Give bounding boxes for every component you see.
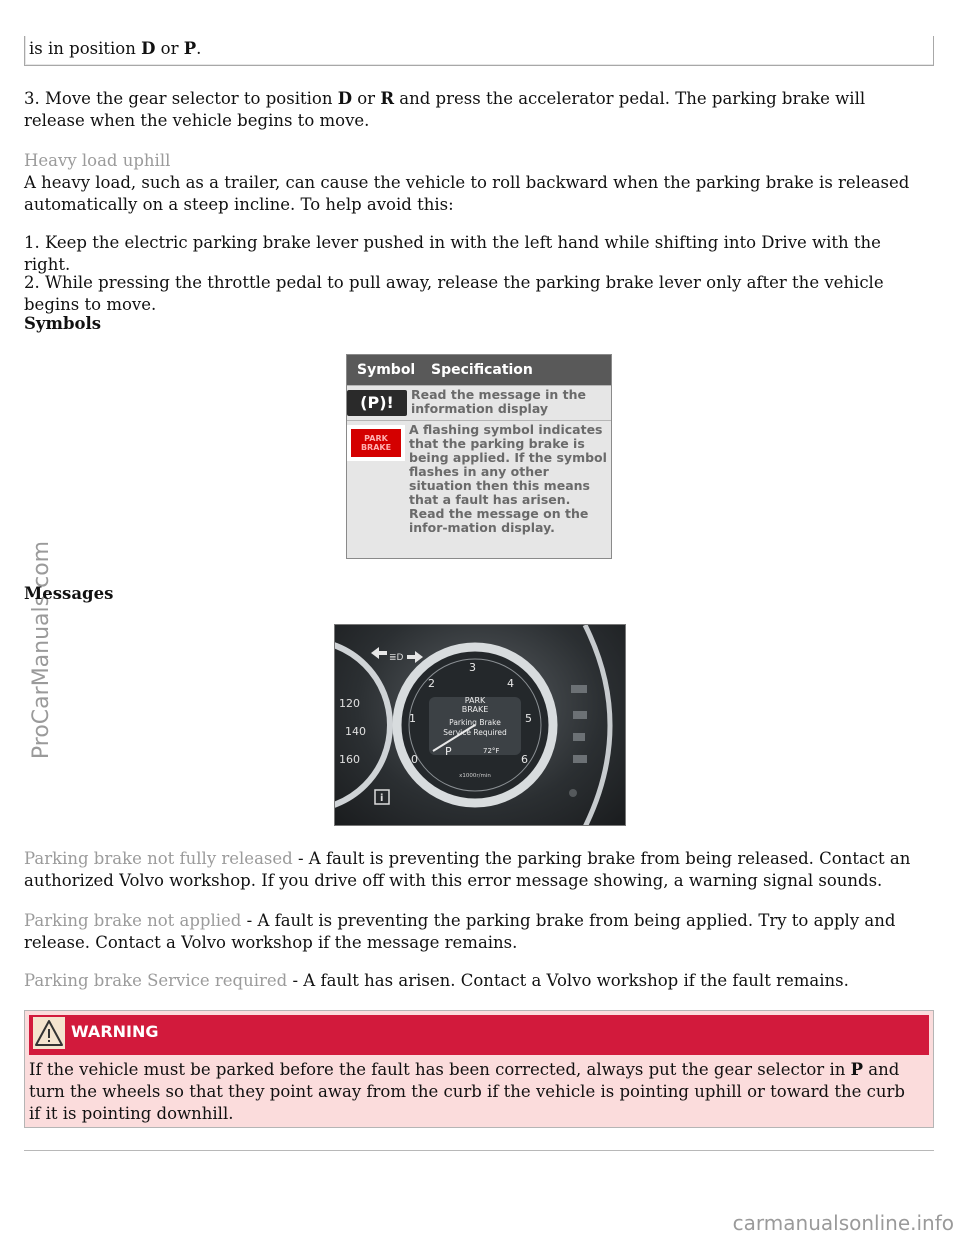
message-item <box>24 970 929 992</box>
message-item <box>24 848 929 892</box>
warning-triangle-graphic <box>33 1017 65 1049</box>
heavy-load-section <box>24 150 929 216</box>
rpm-label: 5 <box>525 712 532 725</box>
warning-triangle-icon <box>33 1017 65 1049</box>
warning-title: WARNING <box>71 1022 159 1041</box>
watermark-text: ProCarManuals.com <box>29 540 54 760</box>
indicator-icon <box>573 755 587 763</box>
row-specification: A flashing symbol indicates that the parking brake is being applied. If the symbol flashes in any other situation then this means that a fault has arisen. Read the message on the infor-mation display. <box>409 422 607 535</box>
col-specification: Specification <box>431 362 533 378</box>
indicator-icon <box>573 711 587 719</box>
indicator-icon <box>573 733 585 741</box>
message-text: - A fault is preventing the parking brake from being applied. Try to apply and release. Contact a Volvo workshop if the message remains. <box>24 911 896 952</box>
continued-text <box>29 38 201 60</box>
row-specification: Read the message in the information display <box>411 387 587 416</box>
message-text: - A fault has arisen. Contact a Volvo workshop if the fault remains. <box>287 971 849 990</box>
rpm-label: 1 <box>409 712 416 725</box>
turn-right-icon <box>407 651 423 663</box>
symbols-heading: Symbols <box>24 314 102 333</box>
warning-text <box>29 1059 909 1125</box>
dashboard-illustration <box>335 625 626 826</box>
text-fragment: and turn the wheels so that they point away from the curb if the vehicle is pointing uphill or toward the curb if it is pointing downhill. <box>29 1060 905 1123</box>
gear-r: R <box>380 89 395 108</box>
messages-heading: Messages <box>24 584 114 603</box>
parking-brake-warning-icon: (P)! <box>347 390 407 416</box>
rpm-label: 6 <box>521 753 528 766</box>
outside-temperature: 72°F <box>483 747 500 755</box>
message-item <box>24 910 929 954</box>
text-fragment: or <box>352 89 381 108</box>
text-fragment: and press the accelerator pedal. The parking brake will release when the vehicle begins to move. <box>24 89 866 130</box>
icon-text: BRAKE <box>360 443 392 452</box>
warning-header <box>29 1015 929 1055</box>
right-gauge-ring <box>585 625 610 826</box>
text-fragment: is in position <box>29 39 142 58</box>
rpm-label: 0 <box>411 753 418 766</box>
speed-label: 160 <box>339 753 360 766</box>
message-title[interactable]: Parking brake not fully released <box>24 849 293 868</box>
text-fragment: If the vehicle must be parked before the fault has been corrected, always put the gear selector in <box>29 1060 851 1079</box>
message-line: Parking Brake <box>449 718 501 727</box>
speed-label: 120 <box>339 697 360 710</box>
rpm-label: 3 <box>469 661 476 674</box>
warning-box <box>24 1010 934 1128</box>
symbols-table-row <box>347 385 611 420</box>
step-1: 1. Keep the electric parking brake lever pushed in with the left hand while shifting into Drive with the right. <box>24 233 881 274</box>
message-line: PARK <box>464 696 486 705</box>
gear-p: P <box>183 39 197 58</box>
gear-d: D <box>337 89 352 108</box>
message-text: - A fault is preventing the parking brake from being released. Contact an authorized Volvo workshop. If you drive off with this error message showing, a warning signal sounds. <box>24 849 911 890</box>
symbols-table <box>346 354 612 559</box>
indicator-icon <box>571 685 587 693</box>
step-2: 2. While pressing the throttle pedal to pull away, release the parking brake lever only after the vehicle begins to move. <box>24 273 884 314</box>
message-line: Service Required <box>443 728 507 737</box>
heavy-load-title[interactable]: Heavy load uphill <box>24 151 171 170</box>
text-fragment: or <box>155 39 184 58</box>
turn-left-icon <box>371 647 387 659</box>
indicator-icon <box>569 789 577 797</box>
park-brake-icon <box>347 425 405 461</box>
divider <box>24 1150 934 1151</box>
rpm-label: 2 <box>428 677 435 690</box>
continued-text-box <box>24 36 934 66</box>
text-fragment: . <box>196 39 202 58</box>
gear-indicator: P <box>445 745 452 758</box>
gear-p: P <box>850 1060 864 1079</box>
text-fragment: 3. Move the gear selector to position <box>24 89 338 108</box>
col-symbol: Symbol <box>357 362 416 378</box>
speed-label: 140 <box>345 725 366 738</box>
heavy-load-text: A heavy load, such as a trailer, can cause the vehicle to roll backward when the parking brake is released automatically on a steep incline. To help avoid this: <box>24 173 910 214</box>
step-3 <box>24 88 929 132</box>
instrument-cluster-image <box>334 624 626 826</box>
watermark <box>20 510 64 790</box>
headlight-icon: ≣D <box>389 653 404 663</box>
message-title[interactable]: Parking brake Service required <box>24 971 288 990</box>
rpm-label: 4 <box>507 677 514 690</box>
info-icon-glyph: i <box>380 793 384 804</box>
footer-watermark: carmanualsonline.info <box>732 1211 954 1235</box>
message-title[interactable]: Parking brake not applied <box>24 911 242 930</box>
gear-d: D <box>141 39 156 58</box>
symbols-table-header <box>347 355 611 385</box>
rpm-unit: x1000r/min <box>459 773 491 779</box>
message-line: BRAKE <box>461 705 489 714</box>
icon-text: PARK <box>364 434 388 443</box>
symbols-table-row <box>347 420 611 557</box>
